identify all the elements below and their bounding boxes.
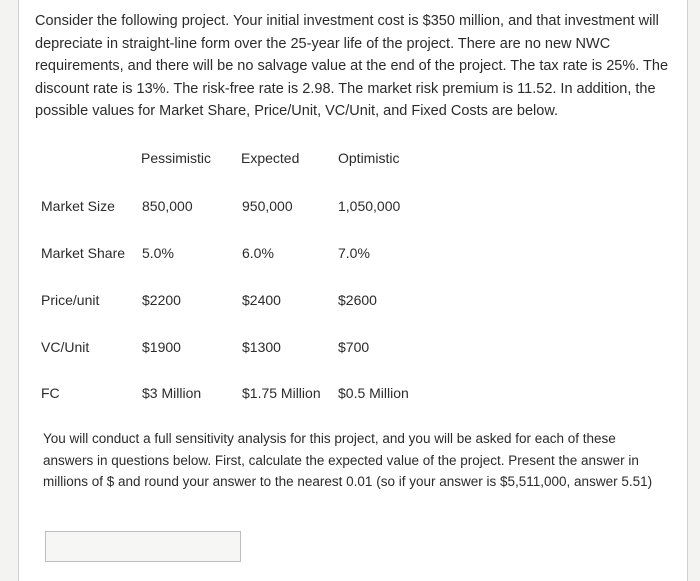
row-label-fc: FC xyxy=(41,385,60,401)
cell-vc-unit-optimistic: $700 xyxy=(338,339,370,355)
cell-market-share-expected: 6.0% xyxy=(242,245,274,261)
cell-market-share-pessimistic: 5.0% xyxy=(142,245,174,261)
row-label-market-share: Market Share xyxy=(41,245,126,261)
row-label-price-unit: Price/unit xyxy=(41,292,100,308)
question-card xyxy=(18,0,688,581)
header-optimistic: Optimistic xyxy=(338,150,400,166)
answer-input[interactable] xyxy=(45,531,241,562)
cell-fc-expected: $1.75 Million xyxy=(242,385,321,401)
cell-price-unit-expected: $2400 xyxy=(242,292,281,308)
cell-market-size-expected: 950,000 xyxy=(242,198,293,214)
cell-market-size-pessimistic: 850,000 xyxy=(142,198,193,214)
header-pessimistic: Pessimistic xyxy=(141,150,212,166)
cell-price-unit-optimistic: $2600 xyxy=(338,292,377,308)
question-intro: Consider the following project. Your initial investment cost is $350 million, and that investment will depreciate in straight-line form over the 25-year life of the project. There are no new NWC requirements, and there will be no salvage value at the end of the project. The tax rate is 25%. The discount rate is 13%. The risk-free rate is 2.98. The market risk premium is 11.52. In addition, the possible values for Market Share, Price/Unit, VC/Unit, and Fixed Costs are below. xyxy=(35,13,669,119)
cell-fc-pessimistic: $3 Million xyxy=(142,385,202,401)
row-label-vc-unit: VC/Unit xyxy=(41,339,90,355)
cell-market-size-optimistic: 1,050,000 xyxy=(338,198,401,214)
cell-vc-unit-pessimistic: $1900 xyxy=(142,339,181,355)
header-expected: Expected xyxy=(241,150,300,166)
cell-market-share-optimistic: 7.0% xyxy=(338,245,370,261)
cell-price-unit-pessimistic: $2200 xyxy=(142,292,181,308)
cell-vc-unit-expected: $1300 xyxy=(242,339,281,355)
row-label-market-size: Market Size xyxy=(41,198,115,214)
question-instructions: You will conduct a full sensitivity analysis for this project, and you will be asked for each of these answers in questions below. First, calculate the expected value of the project. Present the answer in millions of $ and round your answer to the nearest 0.01 (so if your answer is $5,511,000, answer 5.51) xyxy=(43,431,653,489)
cell-fc-optimistic: $0.5 Million xyxy=(338,385,409,401)
